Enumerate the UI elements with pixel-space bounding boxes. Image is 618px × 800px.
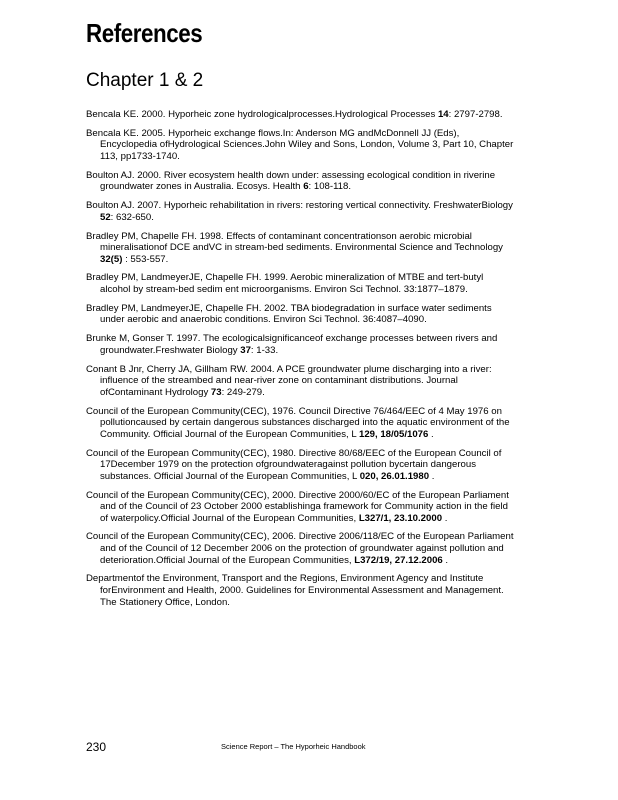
reference-item: Council of the European Community(CEC), 2006. Directive 2006/118/EC of the European Parliament and of the Council of 12 December 2006 on the protection of groundwater against pollution and deterioration.Official Journal of the European Communities, L372/19, 27.12.2006 . [86,531,514,566]
chapter-heading: Chapter 1 & 2 [86,70,204,91]
reference-item: Boulton AJ. 2007. Hyporheic rehabilitation in rivers: restoring vertical connectivity. FreshwaterBiology 52: 632-650. [86,200,513,223]
reference-item: Brunke M, Gonser T. 1997. The ecologicalsignificanceof exchange processes between rivers and groundwater.Freshwater Biology 37: 1-33. [86,333,498,356]
footer-text: Science Report – The Hyporheic Handbook [221,742,366,751]
reference-item: Council of the European Community(CEC), 1976. Council Directive 76/464/EEC of 4 May 1976 on pollutioncaused by certain dangerous substances discharged into the aquatic environment of the Community. Official Journal of the European Communities, L 129, 18/05/1076 . [86,405,510,440]
reference-item: Bencala KE. 2005. Hyporheic exchange flows.In: Anderson MG andMcDonnell JJ (Eds), Encyclopedia ofHydrological Sciences.John Wiley and Sons, London, Volume 3, Part 10, Chapter 113, pp1733-1740. [86,127,514,162]
reference-item: Council of the European Community(CEC), 2000. Directive 2000/60/EC of the European Parliament and of the Council of 23 October 2000 establishinga framework for Community action in the field of waterpolicy.Official Journal of the European Communities, L327/1, 23.10.2000 . [86,489,509,524]
reference-item: Departmentof the Environment, Transport and the Regions, Environment Agency and Institute forEnvironment and Health, 2000. Guidelines for Environmental Assessment and Management. The Stationery Office, London. [86,573,504,608]
reference-item: Bradley PM, LandmeyerJE, Chapelle FH. 2002. TBA biodegradation in surface water sediments under aerobic and anaerobic conditions. Environ Sci Technol. 36:4087–4090. [86,302,492,326]
reference-item: Bradley PM, Chapelle FH. 1998. Effects of contaminant concentrationson aerobic microbial mineralisationof DCE andVC in stream-bed sediments. Environmental Science and Technology 32(5) : 553-557. [86,230,503,265]
reference-item: Bencala KE. 2000. Hyporheic zone hydrologicalprocesses.Hydrological Processes 14: 2797-2798. [86,109,503,120]
reference-list [86,109,516,615]
page-title: References [86,18,203,48]
reference-item: Council of the European Community(CEC), 1980. Directive 80/68/EEC of the European Council of 17December 1979 on the protection ofgroundwateragainst pollution bycertain dangerous substances. Official Journal of the European Communities, L 020, 26.01.1980 . [86,447,502,482]
page-number: 230 [86,740,107,754]
reference-item: Conant B Jnr, Cherry JA, Gillham RW. 2004. A PCE groundwater plume discharging into a river: influence of the streambed and near-river zone on contaminant distributions. Journal ofContaminant Hydrology 73: 249-279. [86,363,492,398]
reference-item: Boulton AJ. 2000. River ecosystem health down under: assessing ecological condition in riverine groundwater zones in Australia. Ecosys. Health 6: 108-118. [86,169,496,193]
reference-item: Bradley PM, LandmeyerJE, Chapelle FH. 1999. Aerobic mineralization of MTBE and tert-butyl alcohol by stream-bed sedim ent microorganisms. Environ Sci Technol. 33:1877–1879. [86,272,484,296]
